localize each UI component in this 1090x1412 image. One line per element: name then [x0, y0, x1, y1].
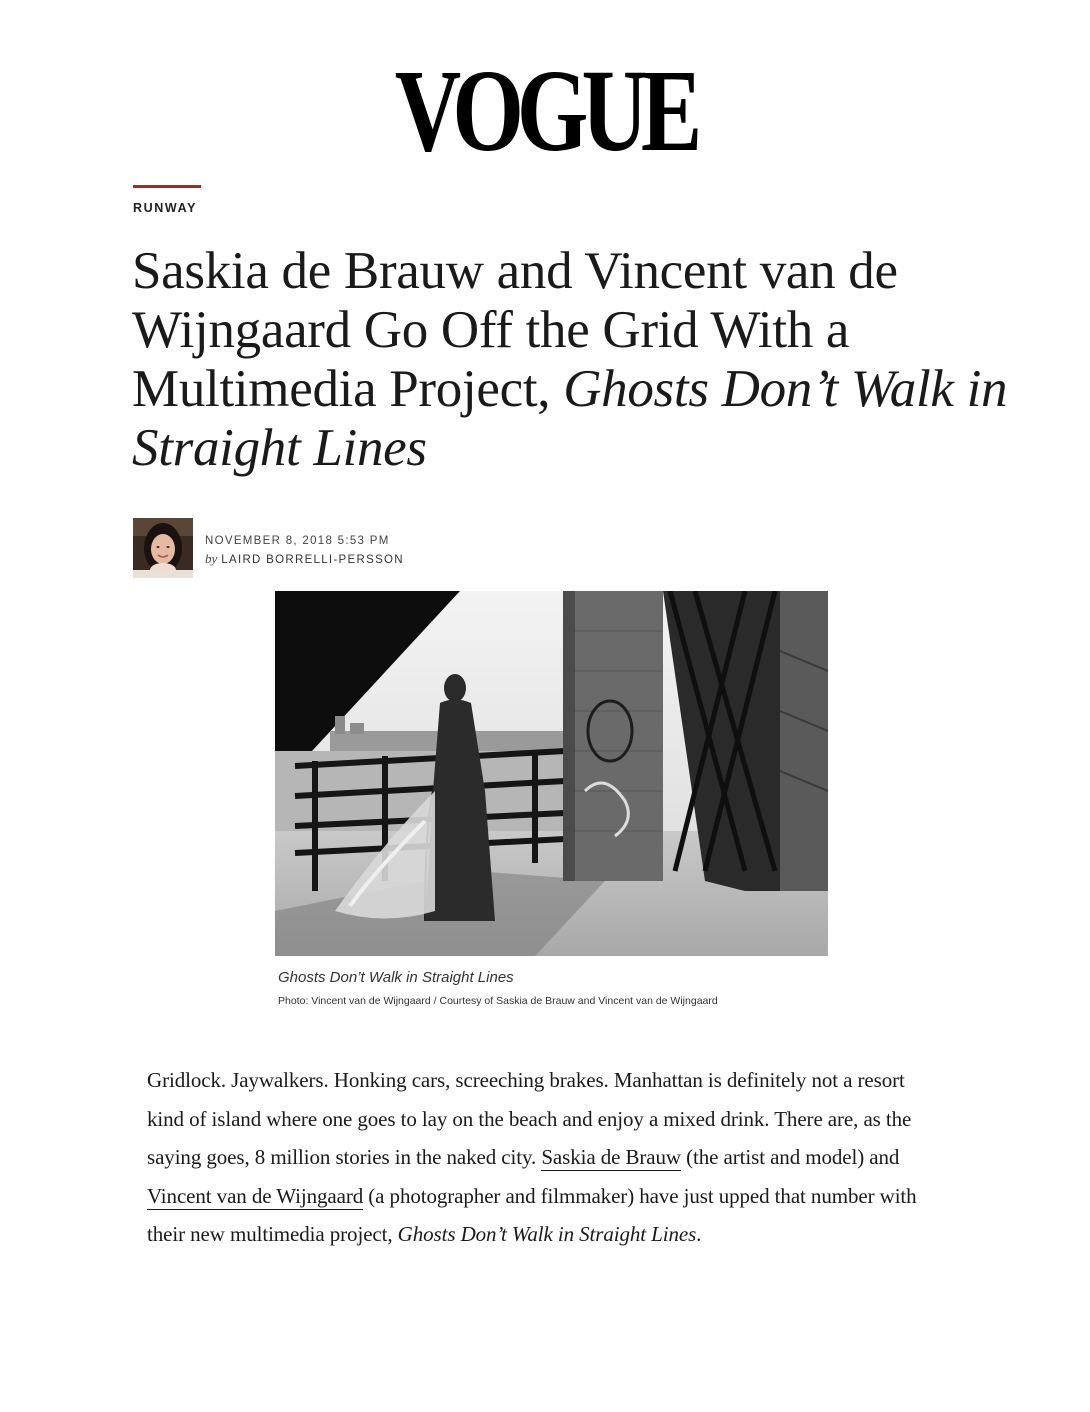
- vincent-van-de-wijngaard-link[interactable]: Vincent van de Wijngaard: [147, 1183, 364, 1208]
- headline-italic-title: Ghosts Don’t Walk in Straight Lines: [132, 360, 1008, 477]
- photo-credit: Photo: Vincent van de Wijngaard / Courtesy of Saskia de Brauw and Vincent van de Wijngaard: [278, 995, 718, 1007]
- publish-date: NOVEMBER 8, 2018 5:53 PM: [205, 535, 390, 547]
- lead-photo-image: [275, 591, 828, 956]
- photo-caption: Ghosts Don’t Walk in Straight Lines: [278, 969, 514, 986]
- body-text-part: (a photographer and filmmaker) have just upped that number with their new multimedia project,: [147, 1183, 917, 1246]
- byline: [205, 550, 404, 569]
- headline-text: Saskia de Brauw and Vincent van de Wijngaard Go Off the Grid With a Multimedia Project,: [132, 242, 898, 418]
- byline-prefix: by: [205, 551, 218, 566]
- saskia-de-brauw-link[interactable]: Saskia de Brauw: [541, 1145, 681, 1169]
- category-link[interactable]: RUNWAY: [133, 201, 198, 215]
- body-italic-title: Ghosts Don’t Walk in Straight Lines: [397, 1222, 697, 1246]
- author-avatar[interactable]: [133, 518, 193, 578]
- article-body-paragraph: [147, 1061, 939, 1254]
- lead-photo[interactable]: [275, 591, 828, 956]
- body-text-part: (the artist and model) and: [680, 1145, 900, 1169]
- article-headline: [132, 242, 1012, 478]
- vogue-logo[interactable]: VOGUE: [394, 45, 696, 176]
- author-avatar-image: [133, 518, 193, 578]
- body-text-part: Gridlock. Jaywalkers. Honking cars, screeching brakes. Manhattan is definitely not a resort kind of island where one goes to lay on the beach and enjoy a mixed drink. There are, as the saying goes, 8 million stories in the naked city.: [147, 1068, 912, 1169]
- body-text-part: .: [696, 1222, 702, 1246]
- author-link[interactable]: LAIRD BORRELLI-PERSSON: [221, 554, 404, 566]
- category-accent-rule: [133, 185, 201, 188]
- article-meta: [205, 532, 404, 569]
